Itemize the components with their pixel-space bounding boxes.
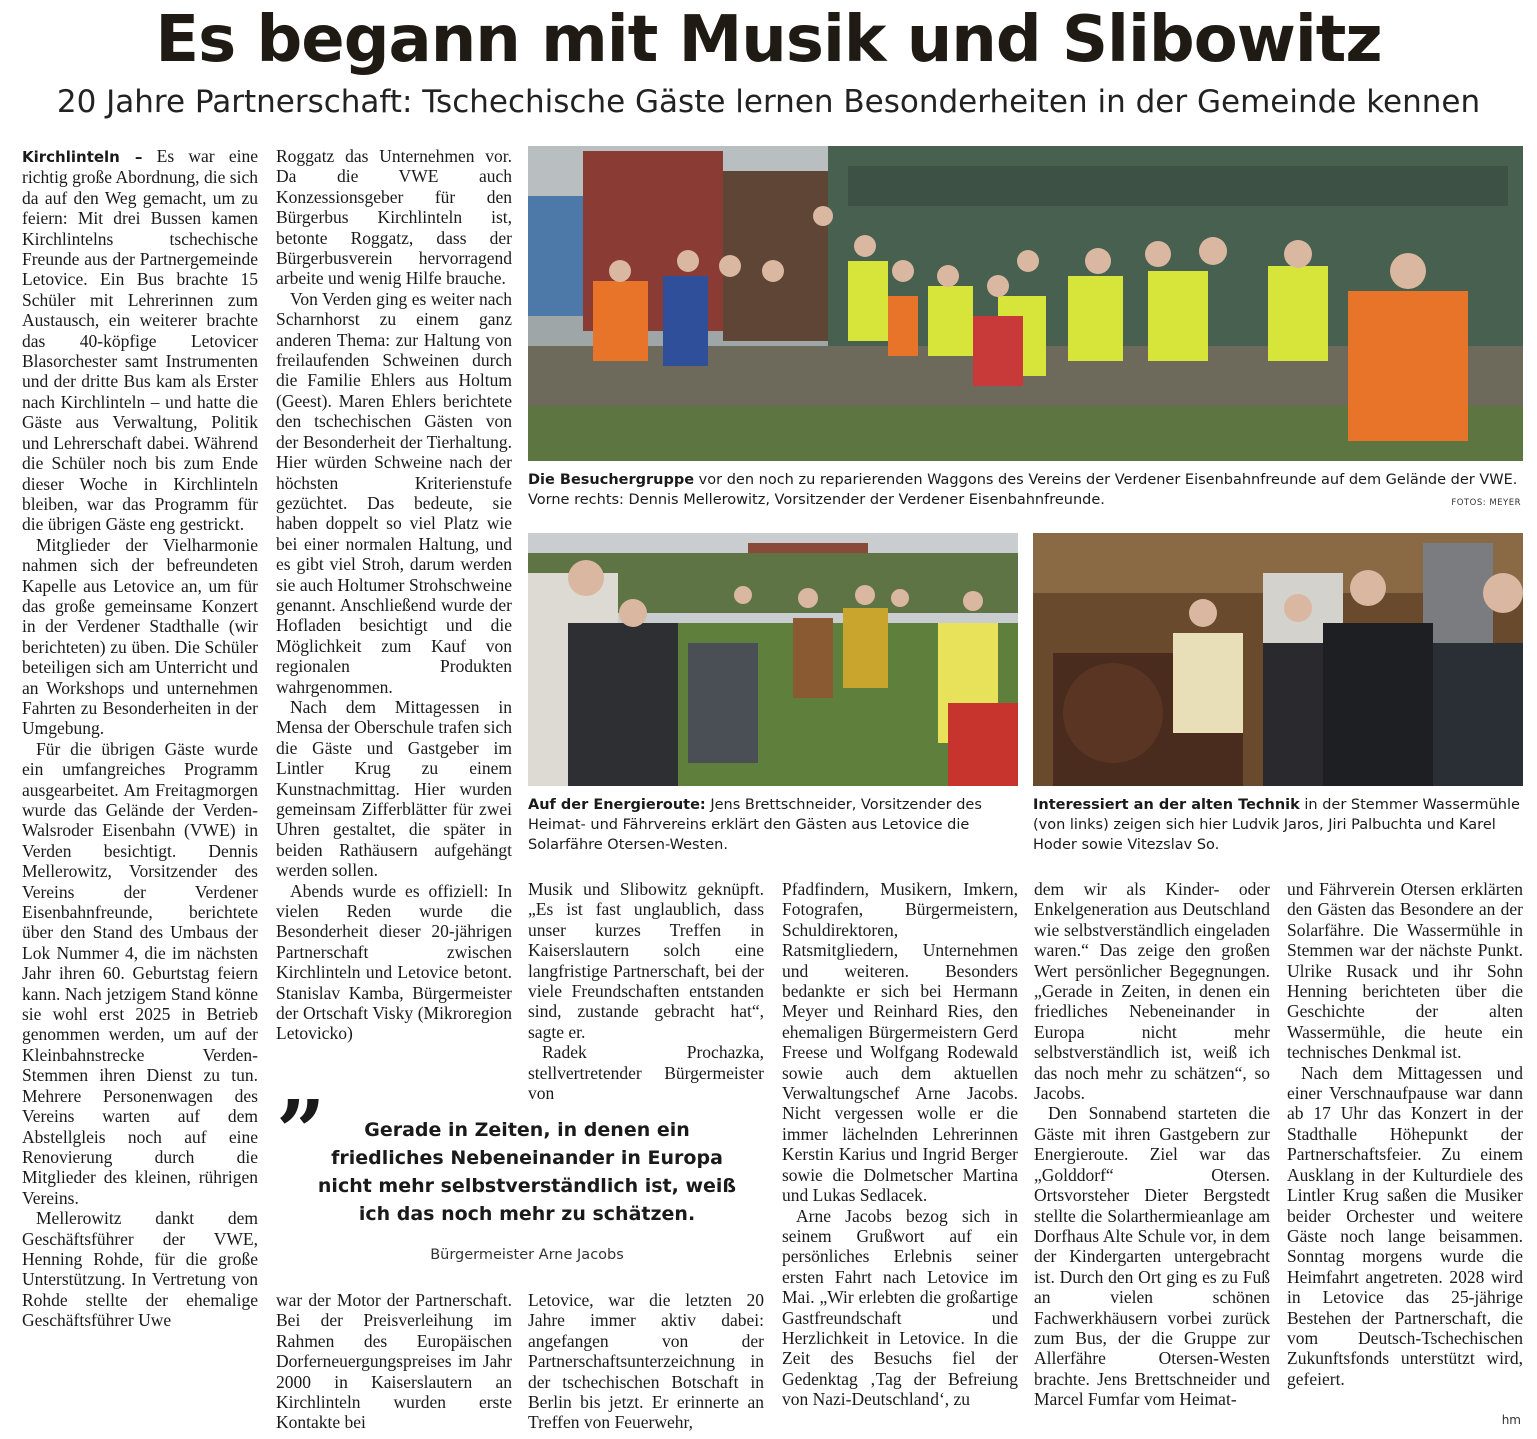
column-2-continued: [276, 1290, 512, 1433]
paragraph: Nach dem Mittagessen in Mensa der Oberschule trafen sich die Gäste und Gastgeber im Lintler Krug zu einem Kunstnachmittag. Hier wurden gemeinsam Zifferblätter für zwei Uhren gestaltet, die später in beiden Rathäusern aufgehängt werden sollen.: [276, 696, 512, 881]
paragraph: Mitglieder der Vielharmonie nahmen sich der befreundeten Kapelle aus Letovice an, um für das große gemeinsame Konzert in der Verdener Stadthalle (wir berichteten) zu üben. Die Schüler beteiligen sich am Unterricht und an Workshops und unternehmen Fahrten zu Besonderheiten in der Umgebung.: [22, 534, 258, 739]
column-2: [276, 146, 512, 1044]
paragraph: Arne Jacobs bezog sich in seinem Grußwort auf ein persönliches Erlebnis seiner ersten Fahrt nach Letovice im Mai. „Wir erlebten die großartige Gastfreundschaft und Herzlichkeit in Letovice. In die Zeit des Besuchs fiel der Gedenktag ‚Tag der Befreiung von Nazi-Deutschland‘, zu: [782, 1205, 1018, 1410]
paragraph: Radek Prochazka, stellvertretender Bürgermeister von: [528, 1042, 764, 1104]
column-3-continued: [528, 1290, 764, 1433]
paragraph: Nach dem Mittagessen und einer Verschnaufpause war dann ab 17 Uhr das Konzert in der Stadthalle Höhepunkt der Partnerschaftsfeier. Zu einem Ausklang in der Kulturdiele des Lintler Krug saßen die Musiker beider Orchester und weitere Gäste noch lange beisammen. Sonntag morgens wurde die Heimfahrt angetreten. 2028 wird in Letovice das 25-jährige Bestehen der Partnerschaft, die vom Deutsch-Tschechischen Zukunftsfonds unterstützt wird, gefeiert.: [1287, 1062, 1523, 1389]
paragraph: war der Motor der Partnerschaft. Bei der Preisverleihung im Rahmen des Europäischen Dorferneuergungspreises im Jahr 2000 in Kaiserslautern an Kirchlinteln wurden erste Kontakte bei: [276, 1290, 512, 1433]
paragraph: Mellerowitz dankt dem Geschäftsführer der VWE, Henning Rohde, für die große Unterstützung. In Vertretung von Rohde stellte der ehemalige Geschäftsführer Uwe: [22, 1208, 258, 1331]
photo-group-at-wagons: [528, 146, 1523, 461]
photo-water-mill: [1033, 533, 1523, 786]
quote-mark-icon: ”: [276, 1082, 326, 1183]
paragraph: Letovice, war die letzten 20 Jahre immer aktiv dabei: angefangen von der Partnerschaftsunterzeichnung in der tschechischen Botschaft in Berlin bis jetzt. Er erinnerte an Treffen von Feuerwehr,: [528, 1290, 764, 1433]
photo-group-at-wagons-image: [528, 146, 1523, 461]
caption-water-mill: Interessiert an der alten Technik in der Stemmer Wassermühle (von links) zeigen sich hier Ludvik Jaros, Jiri Palbuchta und Karel Hoder sowie Vitezslav So.: [1033, 797, 1520, 853]
headline: Es begann mit Musik und Slibowitz: [155, 3, 1382, 77]
photo-credit: FOTOS: MEYER: [1451, 498, 1521, 508]
column-1: [22, 146, 258, 1331]
caption-main-photo: Die Besuchergruppe vor den noch zu reparierenden Waggons des Vereins der Verdener Eisenbahnfreunde auf dem Gelände der VWE. Vorne rechts: Dennis Mellerowitz, Vorsitzender der Verdener Eisenbahnfreunde.: [528, 472, 1518, 508]
paragraph: Kirchlinteln – Es war eine richtig große Abordnung, die sich da auf den Weg gemacht, um zu feiern: Mit drei Bussen kamen Kirchlintelns tschechische Freunde aus der Partnergemeinde Letovice. Ein Bus brachte 15 Schüler mit Lehrerinnen zum Austausch, ein weiterer brachte das 40-köpfige Letovicer Blasorchester samt Instrumenten und der dritte Bus kam als Erster nach Kirchlinteln – und hatte die Gäste aus Verwaltung, Politik und Lehrerschaft dabei. Während die Schüler noch bis zum Ende dieser Woche in Kirchlinteln bleiben, war das Programm für die übrigen Gäste eng gestrickt.: [22, 146, 258, 535]
column-5: [1034, 879, 1270, 1410]
caption-lead: Die Besuchergruppe: [528, 472, 695, 488]
paragraph: Von Verden ging es weiter nach Scharnhorst zu einem ganz anderen Thema: zur Haltung von freilaufenden Schweinen durch die Familie Ehlers aus Holtum (Geest). Maren Ehlers berichtete den tschechischen Gästen von der Besonderheit der Tierhaltung. Hier würden Schweine nach der höchsten Kriterienstufe gezüchtet. Das bedeute, sie haben doppelt so viel Platz wie bei einer normalen Haltung, und es gibt viel Stroh, darum werden sie auch Holtumer Strohschweine genannt. Anschließend wurde der Hofladen besichtigt und die Möglichkeit zum Kauf von regionalen Produkten wahrgenommen.: [276, 288, 512, 697]
pull-quote: Gerade in Zeiten, in denen ein friedliches Nebeneinander in Europa nicht mehr selbstverständlich ist, weiß ich das noch mehr zu schätzen.: [317, 1119, 737, 1225]
subheadline: 20 Jahre Partnerschaft: Tschechische Gäste lernen Besonderheiten in der Gemeinde kennen: [56, 84, 1481, 120]
paragraph: Pfadfindern, Musikern, Imkern, Fotografen, Bürgermeistern, Schuldirektoren, Ratsmitgliedern, Unternehmen und weiteren. Besonders bedankte er sich bei Hermann Meyer und Reinhard Ries, den ehemaligen Bürgermeistern Gerd Freese und Wolfgang Rodewald sowie auch dem aktuellen Verwaltungschef Arne Jacobs. Nicht vergessen wolle er die immer lächelnden Lehrerinnen Kerstin Karius und Ingrid Berger sowie die Dolmetscher Martina und Lukas Sedlacek.: [782, 879, 1018, 1206]
paragraph: Musik und Slibowitz geknüpft. „Es ist fast unglaublich, dass unser kurzes Treffen in Kaiserslautern solch eine langfristige Partnerschaft, bei der viele Freundschaften entstanden sind, zustande gebracht hat“, sagte er.: [528, 879, 764, 1042]
photo-energy-route: [528, 533, 1018, 786]
paragraph: Abends wurde es offiziell: In vielen Reden wurde die Besonderheit dieser 20-jährigen Partnerschaft zwischen Kirchlinteln und Letovice betont. Stanislav Kamba, Bürgermeister der Ortschaft Visky (Mikroregion Letovicko): [276, 880, 512, 1044]
photo-water-mill-image: [1033, 533, 1523, 786]
column-4: [782, 879, 1018, 1410]
author-initials: hm: [1501, 1413, 1521, 1427]
pull-quote-source: Bürgermeister Arne Jacobs: [430, 1247, 624, 1263]
caption-lead: Interessiert an der alten Technik: [1033, 797, 1300, 813]
column-3: [528, 879, 764, 1103]
photo-energy-route-image: [528, 533, 1018, 786]
column-6: [1287, 879, 1523, 1389]
caption-energy-route: Auf der Energieroute: Jens Brettschneider, Vorsitzender des Heimat- und Fährvereins erklärt den Gästen aus Letovice die Solarfähre Otersen-Westen.: [528, 797, 982, 853]
paragraph: dem wir als Kinder- oder Enkelgeneration aus Deutschland wie selbstverständlich eingeladen waren.“ Das zeige den großen Wert persönlicher Begegnungen. „Gerade in Zeiten, in denen ein friedliches Nebeneinander in Europa nicht mehr selbstverständlich ist, weiß ich das noch mehr zu schätzen“, so Jacobs.: [1034, 879, 1270, 1104]
dateline: Kirchlinteln –: [22, 148, 143, 166]
paragraph: Den Sonnabend starteten die Gäste mit ihren Gastgebern zur Energieroute. Ziel war das „Golddorf“ Otersen. Ortsvorsteher Dieter Bergstedt stellte die Solarthermieanlage am Dorfhaus Alte Schule vor, in dem der Kindergarten untergebracht ist. Durch den Ort ging es zu Fuß an vielen schönen Fachwerkhäusern vorbei zurück zum Bus, der die Gruppe zur Allerfähre Otersen-Westen brachte. Jens Brettschneider und Marcel Fumfar vom Heimat-: [1034, 1103, 1270, 1410]
paragraph: und Fährverein Otersen erklärten den Gästen das Besondere an der Solarfähre. Die Wassermühle in Stemmen war der nächste Punkt. Ulrike Rusack und ihr Sohn Henning berichteten über die Geschichte der alten Wassermühle, die heute ein technisches Denkmal ist.: [1287, 879, 1523, 1063]
paragraph: Roggatz das Unternehmen vor. Da die VWE auch Konzessionsgeber für den Bürgerbus Kirchlinteln ist, betonte Roggatz, dass der Bürgerbusverein hervorragend arbeite und wenig Hilfe brauche.: [276, 146, 512, 289]
caption-lead: Auf der Energieroute:: [528, 797, 706, 813]
paragraph: Für die übrigen Gäste wurde ein umfangreiches Programm ausgearbeitet. Am Freitagmorgen wurde das Gelände der Verden-Walsroder Eisenbahn (VWE) in Verden besichtigt. Dennis Mellerowitz, Vorsitzender des Vereins der Verdener Eisenbahnfreunde, berichtete über den Stand des Umbaus der Lok Nummer 4, die im nächsten Jahr ihren 60. Geburtstag feiern kann. Nach jetzigem Stand könne sie wohl erst 2025 in Betrieb genommen werden, um auf der Kleinbahnstrecke Verden-Stemmen ihren Dienst zu tun. Mehrere Personenwagen des Vereins warten auf dem Abstellgleis noch auf eine Renovierung durch die Mitglieder des kleinen, rührigen Vereins.: [22, 738, 258, 1208]
